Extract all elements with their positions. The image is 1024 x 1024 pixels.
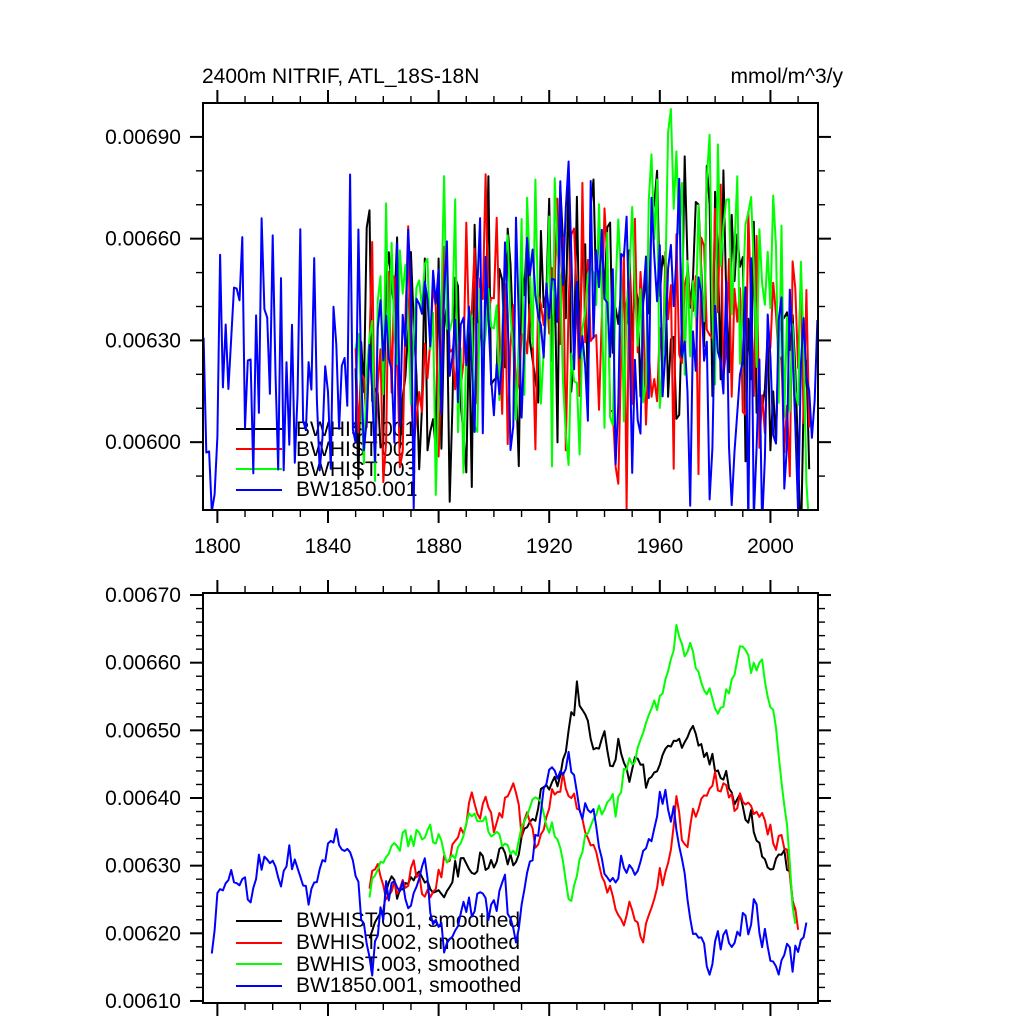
y-tick-label: 0.00690: [105, 125, 181, 149]
x-tick-label: 1920: [525, 535, 573, 558]
top-chart-legend: [236, 419, 417, 500]
legend-line-red-icon: [236, 448, 282, 450]
y-tick-label: 0.00630: [105, 329, 181, 353]
y-tick-label: 0.00660: [105, 651, 181, 675]
x-tick-label: 2000: [747, 535, 794, 558]
y-tick-label: 0.00650: [105, 719, 181, 743]
x-tick-label: 1840: [304, 535, 352, 558]
bottom-chart-legend: [236, 910, 521, 997]
legend-item: [236, 439, 417, 459]
x-tick-label: 1960: [636, 535, 684, 558]
chart-title: 2400m NITRIF, ATL_18S-18N: [202, 65, 480, 88]
legend-line-black-icon: [236, 428, 282, 430]
y-tick-label: 0.00640: [105, 787, 181, 810]
legend-label: BW1850.001, smoothed: [296, 974, 522, 998]
legend-item: [236, 459, 417, 479]
legend-item: [236, 953, 521, 975]
series-line-bwhist-001-smoothed: [370, 681, 796, 938]
y-tick-label: 0.00620: [105, 922, 181, 946]
legend-line-blue-icon: [236, 985, 282, 987]
axis-labels: [105, 584, 181, 1013]
legend-item: [236, 419, 417, 439]
legend-item: [236, 932, 521, 954]
legend-item: [236, 480, 417, 500]
x-tick-label: 1880: [415, 535, 462, 558]
y-tick-label: 0.00660: [105, 227, 181, 251]
legend-line-green-icon: [236, 468, 282, 470]
legend-label: BWHIST.003, smoothed: [296, 952, 521, 976]
legend-label: BWHIST.003: [296, 457, 417, 481]
y-tick-label: 0.00630: [105, 854, 181, 878]
series-line-bwhist-003: [356, 109, 810, 526]
legend-item: [236, 975, 521, 997]
legend-label: BWHIST.001: [296, 417, 417, 441]
x-tick-label: 1800: [194, 535, 241, 558]
series-line-bwhist-002: [356, 174, 810, 509]
legend-line-black-icon: [236, 920, 282, 922]
legend-label: BWHIST.002: [296, 437, 417, 461]
y-tick-label: 0.00610: [105, 989, 181, 1013]
y-tick-label: 0.00600: [105, 431, 181, 455]
legend-line-blue-icon: [236, 489, 282, 491]
axis-labels: [105, 126, 794, 558]
chart-units-label: mmol/m^3/y: [730, 65, 843, 88]
y-tick-label: 0.00670: [105, 584, 181, 608]
legend-line-green-icon: [236, 963, 282, 965]
series-line-bwhist-001: [356, 156, 810, 547]
top-chart: [105, 90, 831, 558]
series-line-bwhist-003-smoothed: [370, 625, 796, 924]
legend-label: BWHIST.002, smoothed: [296, 931, 521, 955]
legend-label: BWHIST.001, smoothed: [296, 909, 521, 933]
legend-label: BW1850.001: [296, 478, 418, 502]
legend-line-red-icon: [236, 942, 282, 944]
legend-item: [236, 910, 521, 932]
